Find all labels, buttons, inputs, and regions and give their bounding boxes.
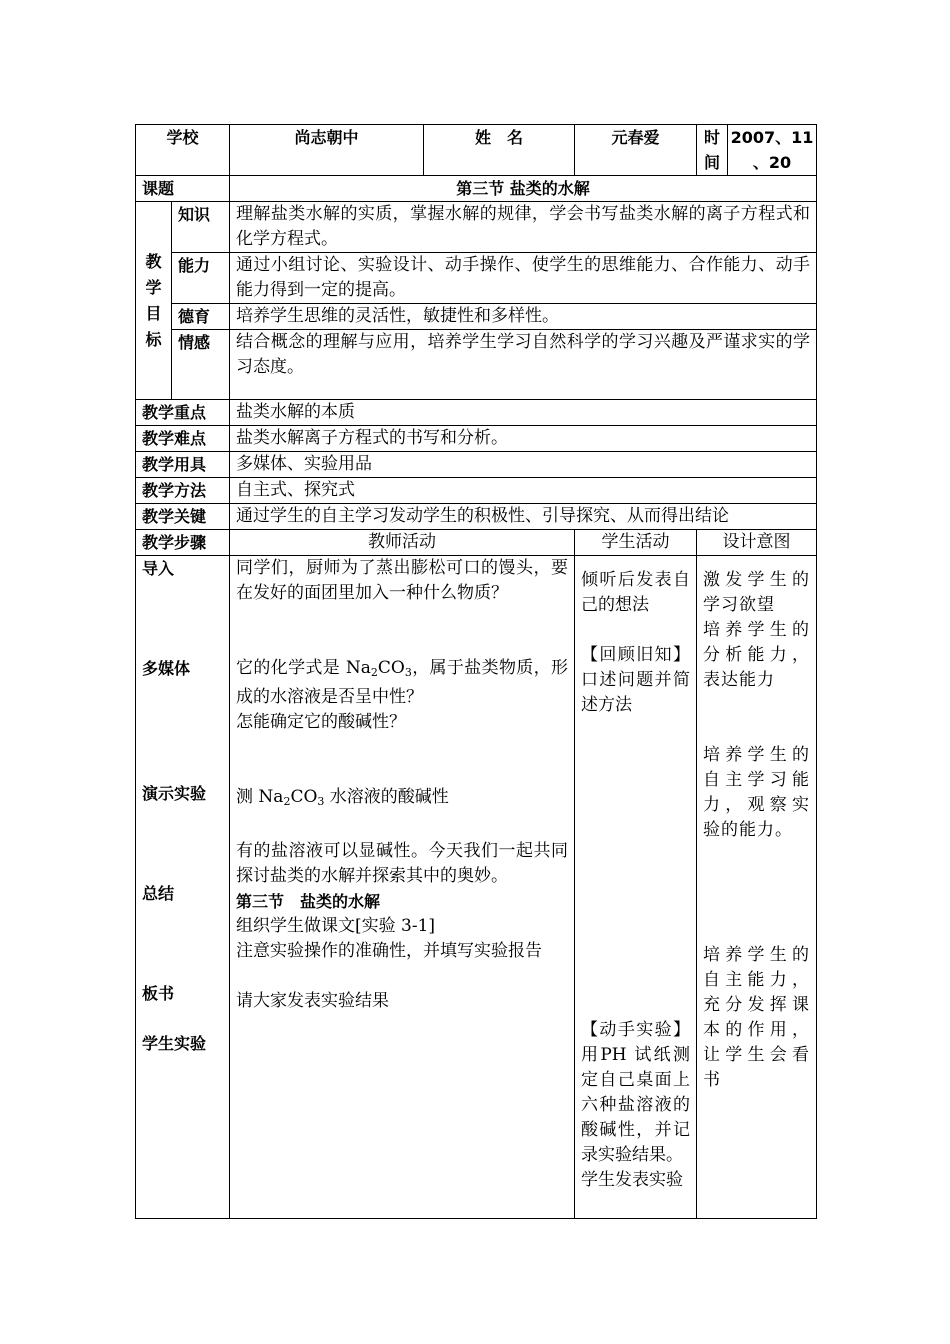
steps-label: 教学步骤 bbox=[136, 530, 230, 556]
header-row bbox=[136, 125, 817, 176]
info-label: 教学关键 bbox=[136, 504, 230, 530]
objective-text: 理解盐类水解的实质，掌握水解的规律，学会书写盐类水解的离子方程式和化学方程式。 bbox=[230, 202, 817, 253]
steps-column bbox=[136, 556, 230, 1219]
topic-label: 课题 bbox=[136, 176, 230, 202]
info-row bbox=[136, 400, 817, 426]
info-row bbox=[136, 426, 817, 452]
topic-value: 第三节 盐类的水解 bbox=[230, 176, 817, 202]
teacher-text: 注意实验操作的准确性，并填写实验报告 bbox=[236, 941, 543, 961]
objective-label: 情感 bbox=[172, 330, 230, 400]
teacher-text: 它的化学式是 $Na_2CO_3$，属于盐类物质，形成的水溶液是否呈中性？ bbox=[236, 658, 569, 707]
info-label: 教学重点 bbox=[136, 400, 230, 426]
teacher-activity-header: 教师活动 bbox=[230, 530, 575, 556]
step-demo-experiment: 演示实验 bbox=[142, 784, 207, 803]
objective-text: 结合概念的理解与应用，培养学生学习自然科学的学习兴趣及严谨求实的学习态度。 bbox=[230, 330, 817, 400]
date-value: 2007、11 、20 bbox=[728, 125, 817, 176]
intent-text: 培养学生的自主能力，充分发挥课本的作用，让学生会看书 bbox=[703, 945, 811, 1090]
info-row bbox=[136, 504, 817, 530]
student-text: 学生发表实验 bbox=[581, 1170, 684, 1190]
name-label: 姓 名 bbox=[424, 125, 575, 176]
teacher-activity-column bbox=[230, 556, 575, 1219]
student-activity-column bbox=[575, 556, 697, 1219]
step-board: 板书 bbox=[142, 984, 175, 1003]
objective-row-emotion bbox=[136, 330, 817, 400]
info-label: 教学难点 bbox=[136, 426, 230, 452]
school-label: 学校 bbox=[136, 125, 230, 176]
objective-row-knowledge bbox=[136, 202, 817, 253]
step-summary: 总结 bbox=[142, 884, 175, 903]
objective-label: 知识 bbox=[172, 202, 230, 253]
teacher-text: 请大家发表实验结果 bbox=[236, 991, 390, 1011]
student-activity-header: 学生活动 bbox=[575, 530, 697, 556]
intent-text: 培养学生的自主学习能力，观察实验的能力。 bbox=[703, 745, 811, 840]
teacher-text: 测 $Na_2CO_3$ 水溶液的酸碱性 bbox=[236, 787, 449, 808]
objective-row-moral bbox=[136, 304, 817, 330]
student-text: 倾听后发表自己的想法 bbox=[581, 570, 691, 615]
info-row bbox=[136, 452, 817, 478]
school-value: 尚志朝中 bbox=[230, 125, 424, 176]
info-label: 教学用具 bbox=[136, 452, 230, 478]
intent-text: 激发学生的学习欲望 bbox=[703, 570, 811, 615]
info-row bbox=[136, 478, 817, 504]
objective-text: 培养学生思维的灵活性，敏捷性和多样性。 bbox=[230, 304, 817, 330]
topic-row bbox=[136, 176, 817, 202]
teacher-text: 组织学生做课文[实验 3-1] bbox=[236, 916, 436, 936]
time-label: 时 间 bbox=[697, 125, 728, 176]
objective-row-ability bbox=[136, 253, 817, 304]
lesson-plan-table bbox=[135, 124, 817, 1219]
teacher-text: 怎能确定它的酸碱性？ bbox=[236, 712, 407, 732]
objective-label: 德育 bbox=[172, 304, 230, 330]
design-intent-header: 设计意图 bbox=[697, 530, 817, 556]
student-text: 【动手实验】用PH 试纸测定自己桌面上六种盐溶液的酸碱性，并记录实验结果。 bbox=[581, 1020, 691, 1165]
teacher-text: 有的盐溶液可以显碱性。今天我们一起共同探讨盐类的水解并探索其中的奥妙。 bbox=[236, 841, 569, 886]
design-intent-column bbox=[697, 556, 817, 1219]
steps-header-row bbox=[136, 530, 817, 556]
step-multimedia: 多媒体 bbox=[142, 659, 191, 678]
objectives-group-label: 教 学 目 标 bbox=[136, 202, 172, 400]
info-value: 盐类水解离子方程式的书写和分析。 bbox=[230, 426, 817, 452]
step-intro: 导入 bbox=[142, 559, 175, 578]
objective-label: 能力 bbox=[172, 253, 230, 304]
info-value: 通过学生的自主学习发动学生的积极性、引导探究、从而得出结论 bbox=[230, 504, 817, 530]
lesson-plan-page bbox=[135, 124, 816, 1219]
info-value: 自主式、探究式 bbox=[230, 478, 817, 504]
steps-body-row bbox=[136, 556, 817, 1219]
info-value: 盐类水解的本质 bbox=[230, 400, 817, 426]
step-student-experiment: 学生实验 bbox=[142, 1034, 207, 1053]
info-label: 教学方法 bbox=[136, 478, 230, 504]
objective-text: 通过小组讨论、实验设计、动手操作、使学生的思维能力、合作能力、动手能力得到一定的提高。 bbox=[230, 253, 817, 304]
student-text: 【回顾旧知】口述问题并简述方法 bbox=[581, 645, 691, 715]
teacher-board-title: 第三节 盐类的水解 bbox=[236, 892, 381, 911]
name-value: 元春爱 bbox=[575, 125, 697, 176]
intent-text: 培养学生的分析能力，表达能力 bbox=[703, 620, 811, 690]
info-value: 多媒体、实验用品 bbox=[230, 452, 817, 478]
teacher-text: 同学们，厨师为了蒸出膨松可口的馒头，要在发好的面团里加入一种什么物质？ bbox=[236, 558, 569, 603]
